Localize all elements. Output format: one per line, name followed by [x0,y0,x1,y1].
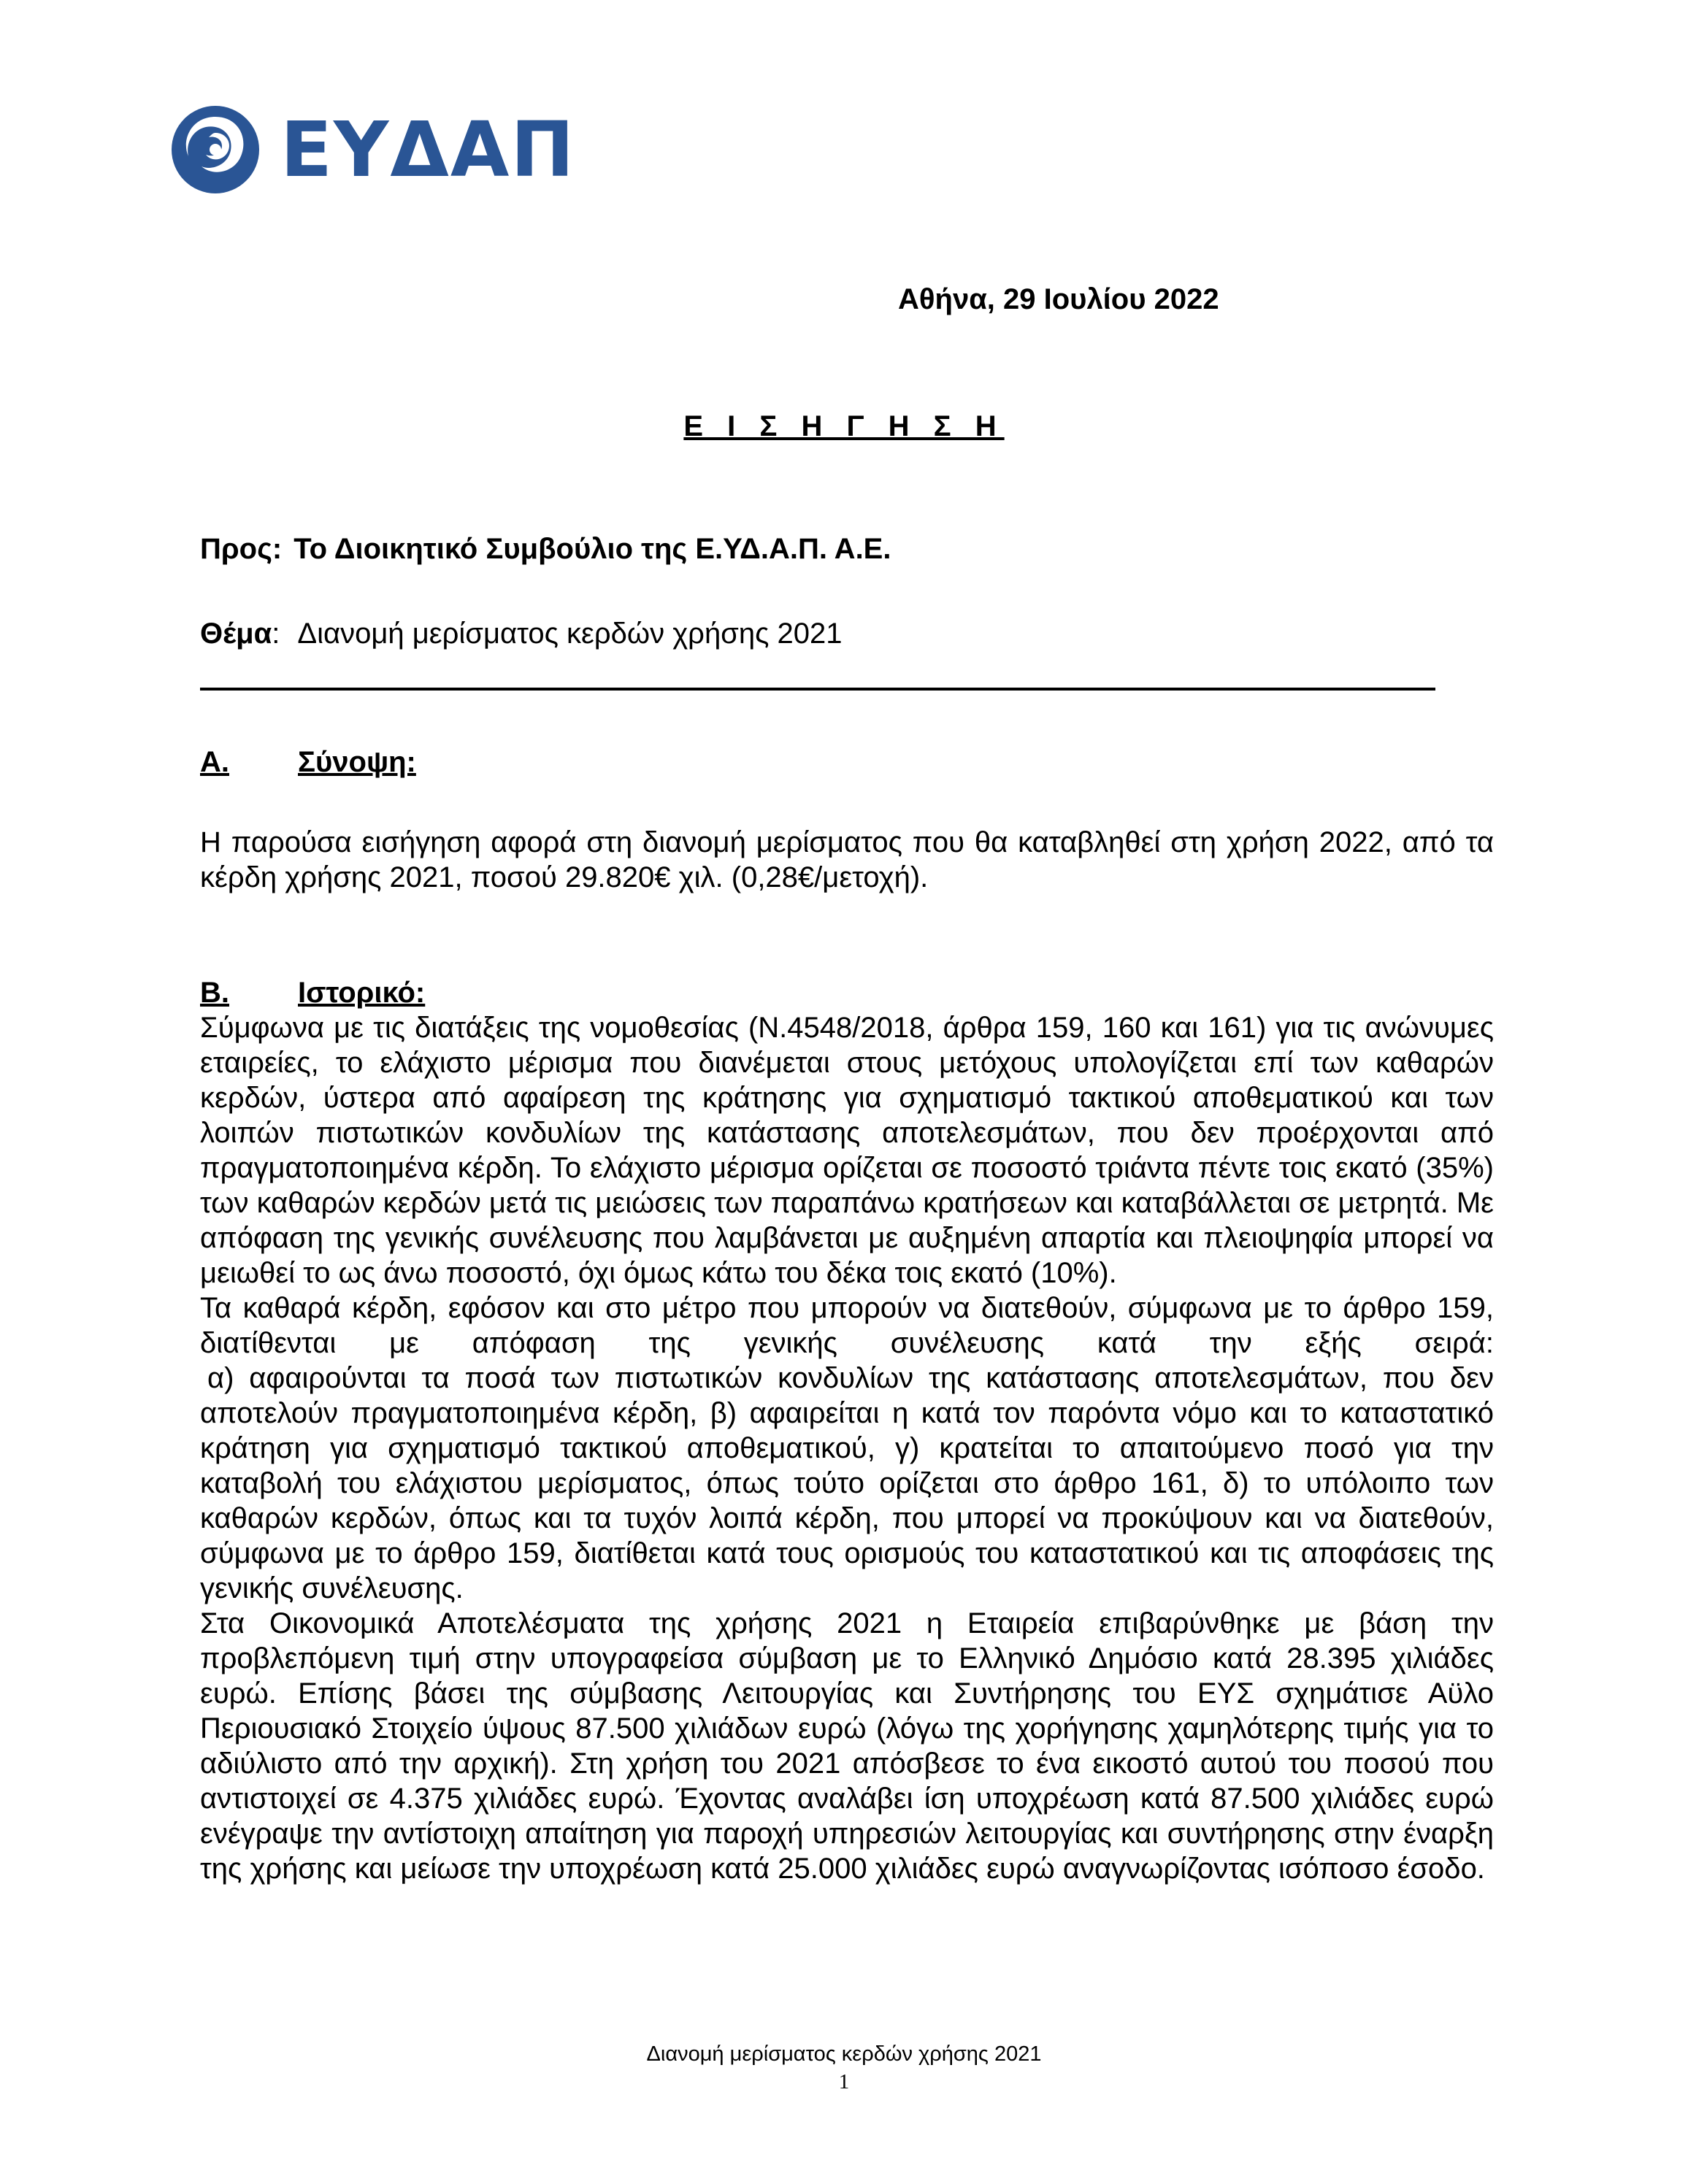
recipient-line [200,533,891,566]
company-logo [169,102,575,197]
section-b-title: Ιστορικό: [298,977,426,1009]
document-title: Ε Ι Σ Η Γ Η Σ Η [683,410,1005,442]
section-b-body [200,1010,1494,1886]
subject-label: Θέμα [200,618,272,650]
subject-line [200,618,843,650]
section-a-text: Η παρούσα εισήγηση αφορά στη διανομή μερίσματος που θα καταβληθεί στη χρήση 2022, από τα κέρδη χρήσης 2021, ποσού 29.820€ χιλ. (0,28€/μετοχή). [200,826,1494,893]
document-date: Αθήνα, 29 Ιουλίου 2022 [898,283,1219,315]
section-a-heading [200,746,416,779]
section-b-heading [200,977,425,1010]
section-a-title: Σύνοψη: [298,746,416,778]
section-b-paragraph: Τα καθαρά κέρδη, εφόσον και στο μέτρο που μπορούν να διατεθούν, σύμφωνα με το άρθρο 159, διατίθενται με απόφαση της γενικής συνέλευσης κατά την εξής σειρά: [200,1292,1494,1359]
recipient-label: Προς: [200,533,283,565]
subject-value: Διανομή μερίσματος κερδών χρήσης 2021 [297,618,843,650]
logo-text: ΕΥΔΑΠ [280,105,576,194]
swirl-logo-icon [169,104,261,196]
page-number: 1 [838,2070,850,2093]
section-a-number: Α. [200,746,229,778]
header-divider [200,688,1435,691]
page-footer: Διανομή μερίσματος κερδών χρήσης 2021 [646,2042,1042,2066]
section-b-number: Β. [200,977,229,1009]
section-b-paragraph: Στα Οικονομικά Αποτελέσματα της χρήσης 2021 η Εταιρεία επιβαρύνθηκε με βάση την προβλεπόμενη τιμή στην υπογραφείσα σύμβαση με το Ελληνικό Δημόσιο κατά 28.395 χιλιάδες ευρώ. Επίσης βάσει της σύμβασης Λειτουργίας και Συντήρησης του ΕΥΣ σχημάτισε Αϋλο Περιουσιακό Στοιχείο ύψους 87.500 χιλιάδων ευρώ (λόγω της χορήγησης χαμηλότερης τιμής για το αδιύλιστο από την αρχική). Στη χρήση του 2021 απόσβεσε το ένα εικοστό αυτού του ποσού που αντιστοιχεί σε 4.375 χιλιάδες ευρώ. Έχοντας αναλάβει ίση υποχρέωση κατά 87.500 χιλιάδες ευρώ ενέγραψε την αντίστοιχη απαίτηση για παροχή υπηρεσιών λειτουργίας και συντήρησης στην έναρξη της χρήσης και μείωσε την υποχρέωση κατά 25.000 χιλιάδες ευρώ αναγνωρίζοντας ισόποσο έσοδο. [200,1607,1494,1885]
recipient-value: Το Διοικητικό Συμβούλιο της Ε.ΥΔ.Α.Π. Α.Ε. [294,533,891,565]
section-b-paragraph: Σύμφωνα με τις διατάξεις της νομοθεσίας (Ν.4548/2018, άρθρα 159, 160 και 161) για τις ανώνυμες εταιρείες, το ελάχιστο μέρισμα που διανέμεται στους μετόχους υπολογίζεται επί των καθαρών κερδών, ύστερα από αφαίρεση της κράτησης για σχηματισμό τακτικού αποθεματικού και των λοιπών πιστωτικών κονδυλίων της κατάστασης αποτελεσμάτων, που δεν προέρχονται από πραγματοποιημένα κέρδη. Το ελάχιστο μέρισμα ορίζεται σε ποσοστό τριάντα πέντε τοις εκατό (35%) των καθαρών κερδών μετά τις μειώσεις των παραπάνω κρατήσεων και καταβάλλεται σε μετρητά. Με απόφαση της γενικής συνέλευσης που λαμβάνεται με αυξημένη απαρτία και πλειοψηφία μπορεί να μειωθεί το ως άνω ποσοστό, όχι όμως κάτω του δέκα τοις εκατό (10%). [200,1012,1495,1289]
subject-colon: : [272,618,280,650]
section-b-paragraph: α) αφαιρούνται τα ποσά των πιστωτικών κονδυλίων της κατάστασης αποτελεσμάτων, που δεν αποτελούν πραγματοποιημένα κέρδη, β) αφαιρείται η κατά τον παρόντα νόμο και το καταστατικό κράτηση για σχηματισμό τακτικού αποθεματικού, γ) κρατείται το απαιτούμενο ποσό για την καταβολή του ελάχιστου μερίσματος, όπως τούτο ορίζεται στο άρθρο 161, δ) το υπόλοιπο των καθαρών κερδών, όπως και τα τυχόν λοιπά κέρδη, που μπορεί να προκύψουν και να διατεθούν, σύμφωνα με το άρθρο 159, διατίθεται κατά τους ορισμούς του καταστατικού και τις αποφάσεις της γενικής συνέλευσης. [200,1362,1494,1604]
